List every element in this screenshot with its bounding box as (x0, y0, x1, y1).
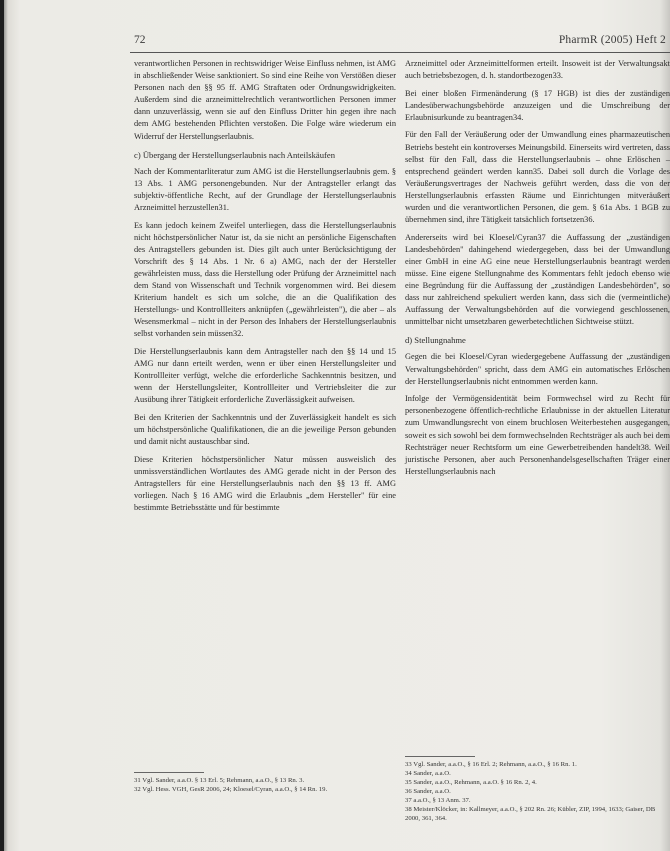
paragraph: Andererseits wird bei Kloesel/Cyran37 die Auffassung der „zuständigen Landesbehörden" dahingehend wiedergegeben, dass bei der Umwandlung einer GmbH in eine AG eine neue Herstellungserlaubnis beantragt werden müsse. Eine eigene Stellungnahme des Kommentars fehlt jedoch ebenso wie eine Begründung für die Auffassung der „zuständigen Landesbehörden", so dass nur zahlreichend spekuliert werden kann, dass sich die (vermeintliche) Auffassung der Verwaltungsbehörden auf die vorwiegend geschlossenen, unmittelbar nicht umsetzbaren gewerbetechtlichen Sichtweise stützt. (405, 232, 670, 327)
paragraph: Die Herstellungserlaubnis kann dem Antragsteller nach den §§ 14 und 15 AMG nur dann erteilt werden, wenn er über einen Herstellungsleiter und Kontrollleiter verfügt, welche die erforderliche Sachkenntnis besitzen, und wenn der Herstellungsleiter, Kontrollleiter und Vertriebsleiter die zur Ausübung ihrer Tätigkeit erforderliche Zuverlässigkeit aufweisen. (134, 346, 396, 405)
footnote: 33 Vgl. Sander, a.a.O., § 16 Erl. 2; Rehmann, a.a.O., § 16 Rn. 1. (405, 761, 577, 768)
page-number: 72 (134, 34, 146, 46)
left-column (134, 58, 396, 520)
paragraph: Es kann jedoch keinem Zweifel unterliegen, dass die Herstellungserlaubnis nicht höchstpersönlicher Natur ist, da sie nicht an persönliche Eigenschaften des Antragstellers gebunden ist. Dies gilt auch unter Berücksichtigung der Vorschrift des § 14 Abs. 1 Nr. 6 a) AMG, nach der der Hersteller gewährleisten muss, dass die Herstellung oder Prüfung der Arzneimittel nach dem Stand von Wissenschaft und Technik vorgenommen wird. Bei diesem Kriterium handelt es sich um solche, die an die Qualifikation des Herstellungs- und Kontrollleiters anknüpfen („gewährleisten"), die aber – als Wesensmerkmal – nicht in der Person des Inhabers der Herstellungserlaubnis selbst vorhanden sein müssen32. (134, 220, 396, 339)
footnote: 32 Vgl. Hess. VGH, GesR 2006, 24; Kloesel/Cyran, a.a.O., § 14 Rn. 19. (134, 786, 328, 793)
footnotes-right (405, 756, 670, 823)
footnotes-left (134, 772, 396, 794)
paragraph: Gegen die bei Kloesel/Cyran wiedergegebene Auffassung der „zuständigen Verwaltungsbehörden" spricht, dass dem AMG ein automatisches Erlöschen der Herstellungserlaubnis nicht entnommen werden kann. (405, 352, 670, 386)
paragraph: Für den Fall der Veräußerung oder der Umwandlung eines pharmazeutischen Betriebs besteht ein kontroverses Meinungsbild. Einerseits wird vertreten, dass selbst für den Fall, dass die Herstellungserlaubnis – ohne Erlöschen – entsprechend geändert werden kann35. Dabei soll durch die Vorlage des Veräußerungsvertrages der Nachweis geführt werden, dass die von der Herstellungserlaubnis erfassten Räume und Einrichtungen mitveräußert wurden und die verantwortlichen Personen, die gem. § 61a Abs. 1 BGB zu übernehmen sind, ihre Tätigkeit tatsächlich fortsetzen36. (405, 130, 670, 225)
footnote: 36 Sander, a.a.O. (405, 788, 451, 795)
paragraph: Nach der Kommentarliteratur zum AMG ist die Herstellungserlaubnis gem. § 13 Abs. 1 AMG personengebunden. Nur der Antragsteller erlangt das subjektiv-öffentliche Recht, auf der Grundlage der Herstellungserlaubnis Arzneimittel herzustellen31. (134, 166, 396, 212)
footnote: 31 Vgl. Sander, a.a.O. § 13 Erl. 5; Rehmann, a.a.O., § 13 Rn. 3. (134, 777, 305, 784)
scan-binding-edge (0, 0, 4, 851)
paragraph: Diese Kriterien höchstpersönlicher Natur müssen ausweislich des unmissverständlichen Wortlautes des AMG gerade nicht in der Person des Antragstellers für eine Herstellungserlaubnis nach den §§ 13 ff. AMG vorliegen. Nach § 16 AMG wird die Erlaubnis „dem Hersteller" für eine bestimmte Betriebsstätte und für bestimmte (134, 454, 396, 513)
section-heading: d) Stellungnahme (405, 335, 466, 346)
footnote: 37 a.a.O., § 13 Anm. 37. (405, 797, 471, 804)
journal-running-head: PharmR (2005) Heft 2 (558, 34, 666, 46)
footnote-rule (405, 756, 475, 757)
footnote: 35 Sander, a.a.O., Rehmann, a.a.O. § 16 Rn. 2, 4. (405, 779, 537, 786)
header-rule (130, 52, 670, 53)
paragraph: Infolge der Vermögensidentität beim Formwechsel wird zu Recht für personenbezogene öffentlich-rechtliche Erlaubnisse in der aktuellen Literatur zum Umwandlungsrecht von einem bruchlosen Weiterbestehen ausgegangen, soweit es sich sowohl bei dem formwechselnden Rechtsträger als auch bei dem Rechtsträger neuer Rechtsform um eine Gewerbetreibenden handelt38. Weil juristische Personen, aber auch Personenhandelsgesellschaften Träger einer Herstellungserlaubnis nach (405, 394, 670, 476)
footnote: 34 Sander, a.a.O. (405, 770, 451, 777)
paragraph: Arzneimittel oder Arzneimittelformen erteilt. Insoweit ist der Verwaltungsakt auch betriebsbezogen, d. h. standortbezogen33. (405, 59, 670, 81)
paragraph: Bei den Kriterien der Sachkenntnis und der Zuverlässigkeit handelt es sich um höchstpersönliche Qualifikationen, die an die jeweilige Person gebunden und damit nicht austauschbar sind. (134, 412, 396, 447)
right-column (405, 58, 670, 483)
paragraph: Bei einer bloßen Firmenänderung (§ 17 HGB) ist dies der zuständigen Landesüberwachungsbehörde anzuzeigen und die Umschreibung der Erlaubnisurkunde zu beantragen34. (405, 88, 670, 122)
section-heading: c) Übergang der Herstellungserlaubnis nach Anteilskäufen (134, 149, 336, 160)
footnote-rule (134, 772, 204, 773)
paragraph: verantwortlichen Personen in rechtswidriger Weise Einfluss nehmen, ist AMG in abschließender Weise sanktioniert. So sind eine Reihe von Verstößen dieser Personen nach den §§ 95 ff. AMG Straftaten oder Ordnungswidrigkeiten. Außerdem sind die arzneimittelrechtlich verantwortlichen Personen immer dann unzuverlässig, wenn sie auf den Einfluss Dritter hin gegen ihre nach dem AMG bestehenden Pflichten verstoßen. Die Folge wäre wiederum ein Widerruf der Herstellungserlaubnis. (134, 59, 396, 141)
footnote: 38 Meister/Klöcker, in: Kallmeyer, a.a.O., § 202 Rn. 26; Kübler, ZIP, 1994, 1633; Gaiser, DB 2000, 361, 364. (405, 806, 656, 822)
